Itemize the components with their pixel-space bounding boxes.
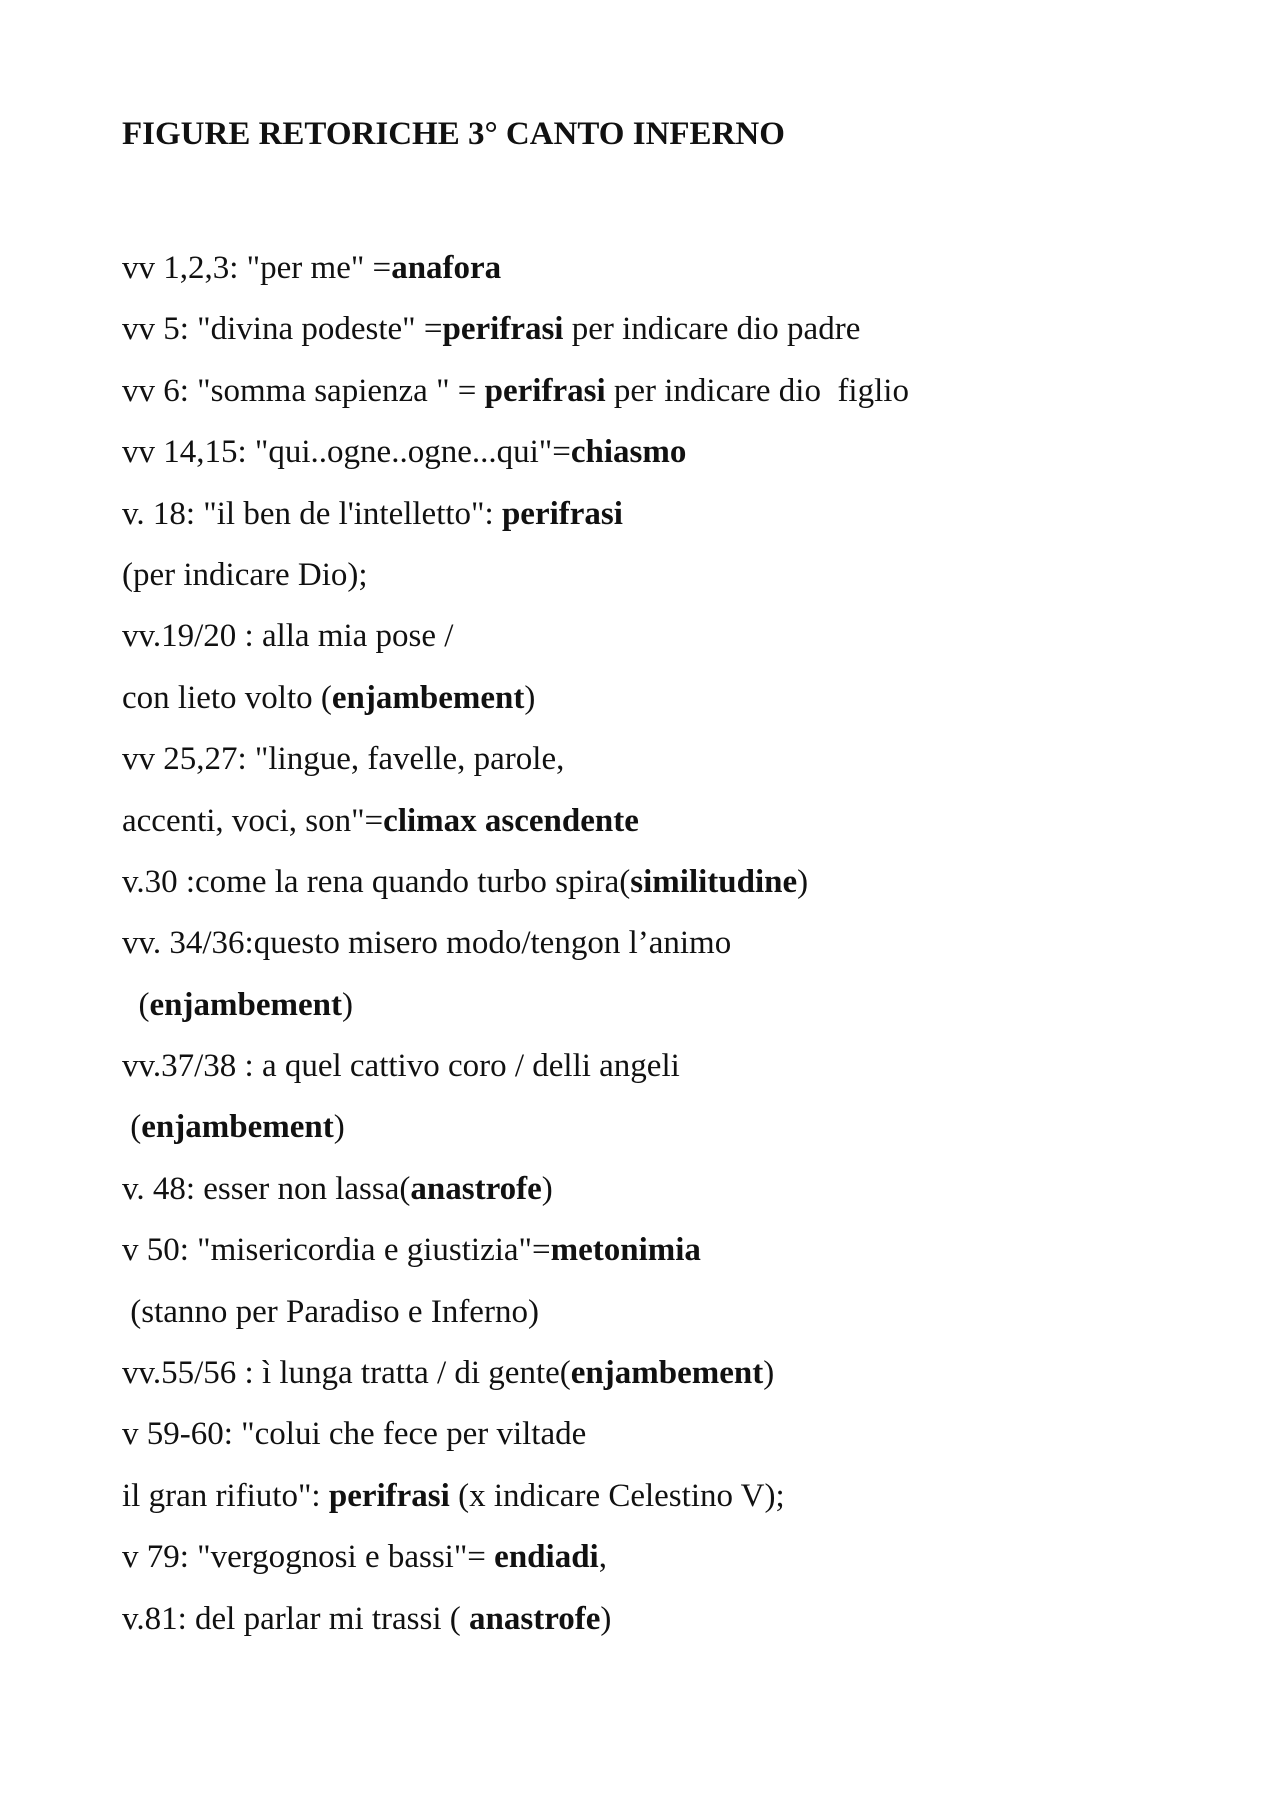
verse-text: )	[524, 679, 536, 716]
figure-term: perifrasi	[328, 1477, 450, 1514]
verse-text: (	[122, 1109, 142, 1146]
verse-text: v 59-60: "colui che fece per viltade	[122, 1416, 587, 1453]
figure-term: enjambement	[149, 986, 342, 1023]
verse-line	[122, 668, 1202, 729]
verse-line	[122, 299, 1202, 360]
figure-term: metonimia	[550, 1232, 701, 1269]
verse-text: vv 6: "somma sapienza " =	[122, 372, 485, 409]
figure-term: enjambement	[570, 1355, 764, 1392]
verse-text: con lieto volto (	[122, 679, 332, 716]
verse-text: (per indicare Dio);	[122, 556, 368, 593]
verse-line	[122, 545, 1202, 606]
figure-term: climax ascendente	[383, 802, 639, 839]
verse-text: )	[600, 1600, 612, 1637]
figure-term: perifrasi	[501, 495, 623, 532]
verse-text: accenti, voci, son"=	[122, 802, 384, 839]
verse-text: per indicare dio padre	[563, 311, 861, 348]
verse-text: (stanno per Paradiso e Inferno)	[122, 1293, 539, 1330]
verse-text: vv. 34/36:questo misero modo/tengon l’animo	[122, 925, 732, 962]
verse-text: )	[333, 1109, 345, 1146]
verse-text: vv.37/38 : a quel cattivo coro / delli angeli	[122, 1048, 680, 1085]
verse-text: v 79: "vergognosi e bassi"=	[122, 1539, 495, 1576]
verse-text: vv 14,15: "qui..ogne..ogne...qui"=	[122, 434, 571, 471]
verse-line	[122, 361, 1202, 422]
verse-text: vv 1,2,3: "per me" =	[122, 250, 392, 286]
verse-text: per indicare dio figlio	[605, 372, 909, 409]
figure-term: anastrofe	[469, 1600, 601, 1637]
verse-text: vv.55/56 : ì lunga tratta / di gente(	[122, 1355, 571, 1392]
verse-line	[122, 913, 1202, 974]
figure-term: similitudine	[630, 863, 798, 900]
verse-line	[122, 1589, 1202, 1650]
verse-text: vv 25,27: "lingue, favelle, parole,	[122, 741, 565, 778]
figure-term: enjambement	[331, 679, 525, 716]
verse-text: v.81: del parlar mi trassi (	[122, 1600, 470, 1637]
verse-text: vv 5: "divina podeste" =	[122, 311, 443, 348]
verse-text: v 50: "misericordia e giustizia"=	[122, 1232, 551, 1269]
verse-line	[122, 1404, 1202, 1465]
verse-line	[122, 1282, 1202, 1343]
figure-term: chiasmo	[570, 434, 687, 471]
verse-text: il gran rifiuto":	[122, 1477, 329, 1514]
figure-term: anafora	[391, 250, 502, 286]
verse-text: )	[541, 1170, 553, 1207]
verse-line	[122, 484, 1202, 545]
verse-text: (	[122, 986, 150, 1023]
figure-term: anastrofe	[410, 1170, 542, 1207]
verse-text: )	[763, 1355, 775, 1392]
figure-term: perifrasi	[442, 311, 564, 348]
figures-list	[122, 238, 1202, 1650]
verse-text: ,	[598, 1539, 607, 1576]
verse-line	[122, 1220, 1202, 1281]
verse-text: v. 18: "il ben de l'intelletto":	[122, 495, 502, 532]
verse-line	[122, 729, 1202, 790]
figure-term: endiadi	[494, 1539, 599, 1576]
verse-line	[122, 1036, 1202, 1097]
verse-text: (x indicare Celestino V);	[449, 1477, 785, 1514]
verse-line	[122, 422, 1202, 483]
verse-line	[122, 1097, 1202, 1158]
verse-line	[122, 238, 1202, 299]
figure-term: enjambement	[141, 1109, 334, 1146]
verse-text: )	[797, 863, 809, 900]
page-title: FIGURE RETORICHE 3° CANTO INFERNO	[122, 116, 785, 152]
verse-line	[122, 975, 1202, 1036]
verse-text: )	[341, 986, 353, 1023]
verse-text: vv.19/20 : alla mia pose /	[122, 618, 454, 655]
verse-line	[122, 1343, 1202, 1404]
verse-line	[122, 1466, 1202, 1527]
verse-line	[122, 1159, 1202, 1220]
verse-text: v.30 :come la rena quando turbo spira(	[122, 863, 631, 900]
verse-line	[122, 791, 1202, 852]
verse-line	[122, 606, 1202, 667]
verse-line	[122, 852, 1202, 913]
figure-term: perifrasi	[484, 372, 606, 409]
verse-text: v. 48: esser non lassa(	[122, 1170, 411, 1207]
verse-line	[122, 1527, 1202, 1588]
